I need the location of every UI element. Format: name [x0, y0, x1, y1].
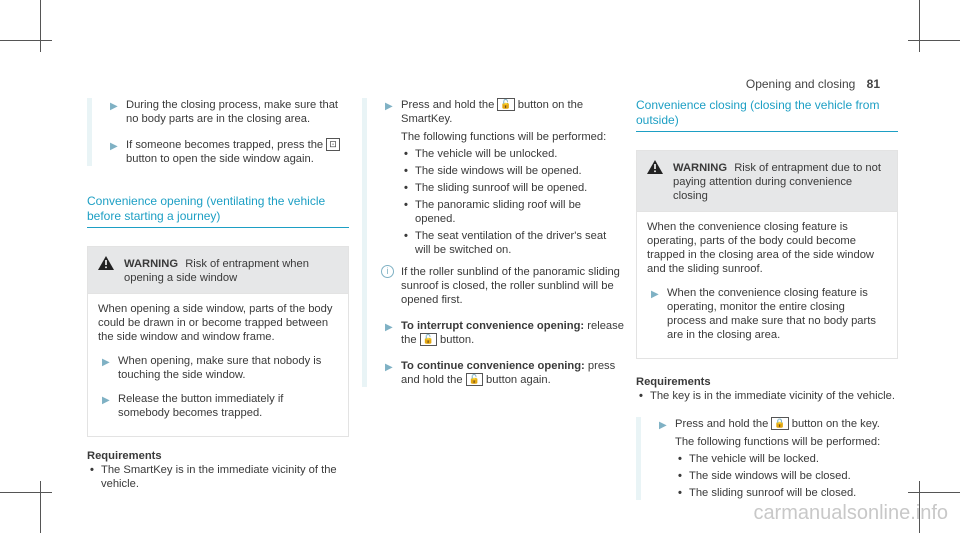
- warning-label: WARNING: [124, 258, 179, 270]
- window-button-icon: ⊡: [326, 138, 340, 151]
- list-item: • The side windows will be opened.: [401, 164, 624, 178]
- list-item: • The side windows will be closed.: [675, 469, 898, 483]
- info-note: i If the roller sunblind of the panoramic sliding sunroof is closed, the roller sunblind will be opened first.: [381, 265, 624, 307]
- requirements-list: [87, 463, 349, 491]
- warning-header: [88, 247, 348, 293]
- opening-steps: ▶ Press and hold the 🔓 button on the SmartKey. The following functions will be performed: • The vehicle will be unlocked. • The side windows will be opened. • The sliding sunroof will be opened. • The panoramic sliding roof will be opened. • The seat ventilation of the driver's seat will be switched on. i If the roller sunblind of the panoramic sliding sunroof is closed, the roller sunblind will be opened first. ▶ To interrupt convenience opening: release the 🔓 button. ▶ To continue convenience opening: press and hold the 🔓 button again.: [362, 98, 624, 387]
- arrow-icon: ▶: [102, 395, 110, 406]
- crop-mark: [908, 40, 960, 41]
- step: ▶ Press and hold the 🔓 button on the SmartKey.: [385, 99, 584, 125]
- arrow-icon: ▶: [659, 420, 667, 431]
- section-title: Convenience opening (ventilating the vehicle before starting a journey): [87, 194, 349, 228]
- column-right: [636, 98, 898, 516]
- requirements-title: Requirements: [87, 450, 162, 462]
- arrow-icon: ▶: [110, 101, 118, 112]
- unlock-button-icon: 🔓: [497, 98, 514, 111]
- unlock-button-icon: 🔓: [420, 333, 437, 346]
- step: ▶ During the closing process, make sure that no body parts are in the closing area.: [110, 99, 339, 125]
- arrow-icon: ▶: [651, 289, 659, 300]
- warning-label: WARNING: [673, 162, 728, 174]
- unlock-button-icon: 🔓: [466, 373, 483, 386]
- arrow-icon: ▶: [385, 362, 393, 373]
- column-left: [87, 98, 349, 491]
- step: ▶ To continue convenience opening: press and hold the 🔓 button again.: [385, 360, 616, 386]
- closing-steps: [87, 98, 349, 166]
- warning-headline: Risk of entrapment due to not paying attention during convenience closing: [673, 162, 881, 202]
- warning-body: When opening a side window, parts of the body could be drawn in or become trapped between the side window and window frame. ▶ When opening, make sure that nobody is touching the side window. ▶ Release the button immediately if somebody becomes trapped.: [88, 293, 348, 436]
- crop-mark: [40, 0, 41, 52]
- arrow-icon: ▶: [385, 101, 393, 112]
- list-item: • The sliding sunroof will be closed.: [675, 486, 898, 500]
- crop-mark: [0, 40, 52, 41]
- list-item: • The key is in the immediate vicinity of the vehicle.: [636, 389, 898, 403]
- section-title: Convenience closing (closing the vehicle from outside): [636, 98, 898, 132]
- arrow-icon: ▶: [110, 141, 118, 152]
- step: ▶ When the convenience closing feature is operating, monitor the entire closing process and make sure that no body parts are in the closing area.: [651, 287, 876, 341]
- step: ▶ Press and hold the 🔒 button on the key.: [659, 418, 880, 431]
- closing-steps: ▶ Press and hold the 🔒 button on the key. The following functions will be performed: • The vehicle will be locked. • The side windows will be closed. • The sliding sunroof will be closed.: [636, 417, 898, 500]
- column-middle: [362, 98, 624, 403]
- warning-header: [637, 151, 897, 211]
- arrow-icon: ▶: [385, 322, 393, 333]
- warning-icon: [98, 256, 114, 270]
- page-number: 81: [866, 77, 880, 91]
- warning-box: [87, 246, 349, 437]
- warning-headline: Risk of entrapment when opening a side window: [124, 258, 309, 284]
- lock-button-icon: 🔒: [771, 417, 788, 430]
- warning-icon: [647, 160, 663, 174]
- crop-mark: [40, 481, 41, 533]
- warning-box: [636, 150, 898, 359]
- crop-mark: [0, 492, 52, 493]
- step: ▶ Release the button immediately if somebody becomes trapped.: [102, 393, 284, 419]
- header-title: Opening and closing: [745, 77, 856, 91]
- requirements-list: [636, 389, 898, 403]
- step: ▶ When opening, make sure that nobody is touching the side window.: [102, 355, 322, 381]
- step: ▶ To interrupt convenience opening: release the 🔓 button.: [385, 320, 624, 346]
- watermark: carmanualsonline.info: [753, 502, 948, 524]
- step: ▶ If someone becomes trapped, press the ⊡ button to open the side window again.: [106, 138, 349, 166]
- functions-list: [675, 452, 898, 500]
- functions-list: [401, 147, 624, 257]
- arrow-icon: ▶: [102, 357, 110, 368]
- list-item: • The vehicle will be unlocked.: [401, 147, 624, 161]
- crop-mark: [908, 492, 960, 493]
- requirements-title: Requirements: [636, 376, 711, 388]
- list-item: • The SmartKey is in the immediate vicinity of the vehicle.: [87, 463, 349, 491]
- page-header: [746, 77, 880, 91]
- crop-mark: [919, 0, 920, 52]
- list-item: • The panoramic sliding roof will be opened.: [401, 198, 624, 226]
- warning-body: When the convenience closing feature is operating, parts of the body could become trapped in the closing area of the side window and the sliding sunroof. ▶ When the convenience closing feature is operating, monitor the entire closing process and make sure that no body parts are in the closing area.: [637, 211, 897, 358]
- info-icon: i: [381, 265, 394, 278]
- list-item: • The seat ventilation of the driver's seat will be switched on.: [401, 229, 624, 257]
- list-item: • The vehicle will be locked.: [675, 452, 898, 466]
- list-item: • The sliding sunroof will be opened.: [401, 181, 624, 195]
